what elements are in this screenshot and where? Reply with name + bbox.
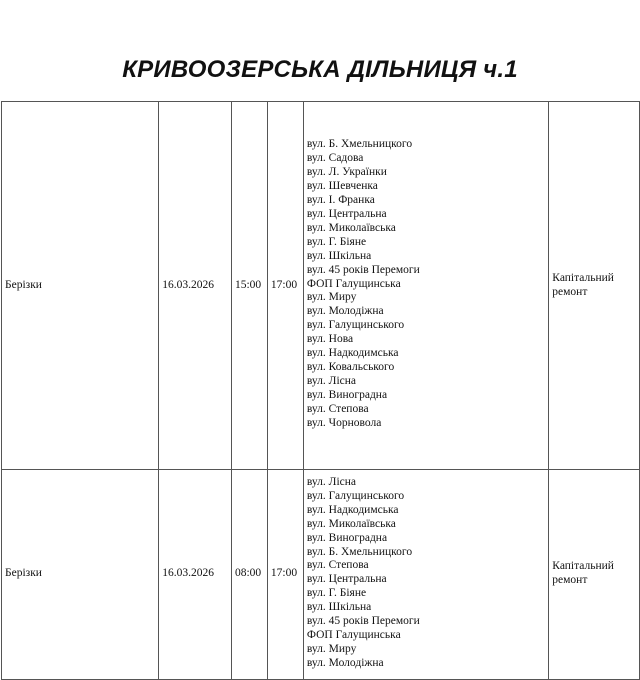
reason-cell: Капітальний ремонт — [549, 470, 640, 680]
streets-cell — [303, 102, 548, 470]
street-item: вул. Б. Хмельницкого — [306, 138, 413, 151]
reason-cell: Капітальний ремонт — [549, 102, 640, 470]
street-item: вул. Миру — [306, 291, 357, 304]
street-item: вул. Виноградна — [306, 531, 388, 544]
street-item: вул. 45 років Перемоги — [306, 263, 420, 276]
street-item: вул. Надкодимська — [306, 347, 399, 360]
settlement-cell: Берізки — [2, 470, 159, 680]
street-item: вул. Садова — [306, 152, 364, 165]
street-item: ФОП Галущинська — [306, 277, 401, 290]
street-item: вул. Чорновола — [306, 416, 382, 429]
street-item: вул. Центральна — [306, 573, 387, 586]
street-item: вул. Лісна — [306, 476, 357, 488]
streets-cell — [303, 470, 548, 680]
date-cell: 16.03.2026 — [159, 102, 232, 470]
street-item: вул. Ковальського — [306, 360, 395, 373]
start-time-cell: 08:00 — [231, 470, 267, 680]
street-item: вул. Нова — [306, 333, 354, 346]
street-item: вул. Центральна — [306, 208, 387, 221]
street-item: вул. Галущинського — [306, 319, 405, 332]
page-title: КРИВООЗЕРСЬКА ДІЛЬНИЦЯ ч.1 — [122, 56, 518, 83]
street-item: ФОП Галущинська — [306, 628, 401, 641]
table-row — [2, 470, 640, 680]
outage-schedule-table — [1, 101, 640, 680]
date-cell: 16.03.2026 — [159, 470, 232, 680]
street-item: вул. Миколаївська — [306, 221, 396, 234]
street-item: вул. Шкільна — [306, 249, 372, 262]
street-item: вул. Степова — [306, 559, 369, 572]
start-time-cell: 15:00 — [231, 102, 267, 470]
street-item: вул. Молодіжна — [306, 305, 384, 318]
street-item: вул. І. Франка — [306, 194, 375, 207]
street-item: вул. Г. Біяне — [306, 587, 367, 600]
street-item: вул. Г. Біяне — [306, 235, 367, 248]
street-item: вул. Миру — [306, 642, 357, 655]
end-time-cell: 17:00 — [267, 102, 303, 470]
street-item: вул. Шевченка — [306, 180, 378, 193]
street-item: вул. Виноградна — [306, 388, 388, 401]
end-time-cell: 17:00 — [267, 470, 303, 680]
street-item: вул. Шкільна — [306, 601, 372, 614]
street-item: вул. Надкодимська — [306, 503, 399, 516]
street-item: вул. Степова — [306, 402, 369, 415]
table-row — [2, 102, 640, 470]
street-item: вул. Молодіжна — [306, 656, 384, 669]
street-item: вул. Миколаївська — [306, 517, 396, 530]
street-item: вул. Лісна — [306, 374, 357, 387]
street-item: вул. Галущинського — [306, 489, 405, 502]
settlement-cell: Берізки — [2, 102, 159, 470]
street-item: вул. Л. Українки — [306, 166, 387, 179]
street-item: вул. 45 років Перемоги — [306, 615, 420, 628]
street-item: вул. Б. Хмельницкого — [306, 545, 413, 558]
